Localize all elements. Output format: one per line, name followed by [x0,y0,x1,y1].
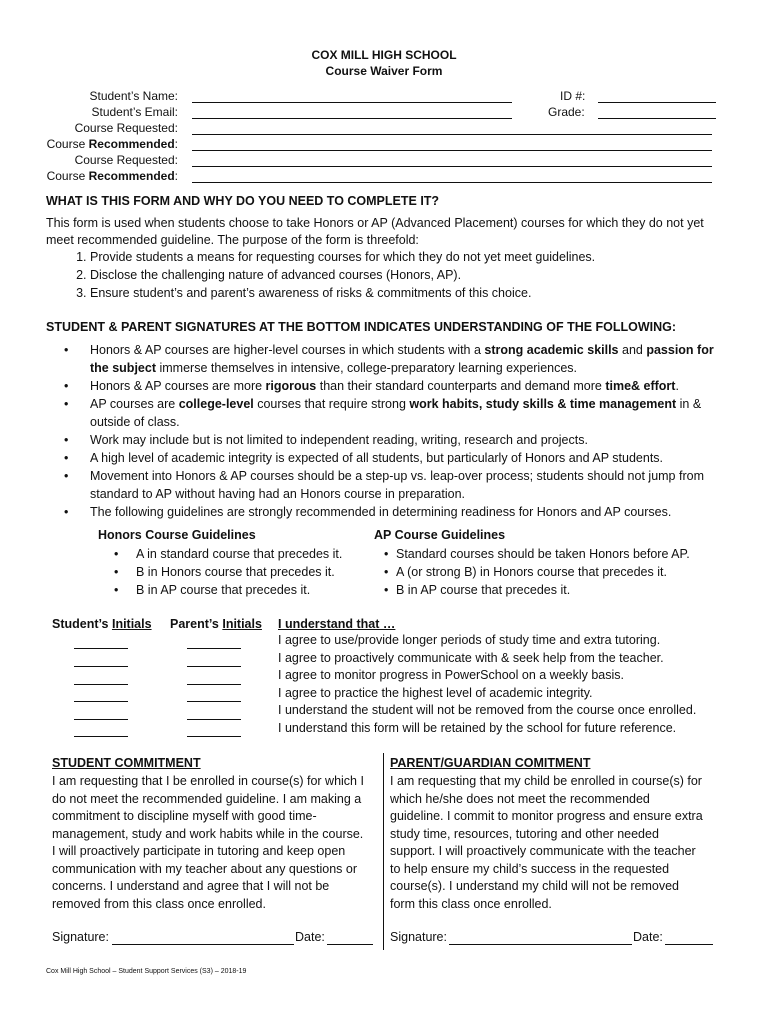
course-recommended-field-2[interactable] [192,182,712,183]
student-initial-field[interactable] [74,719,128,720]
course-recommended-field-1[interactable] [192,150,712,151]
ap-guideline-item: • A (or strong B) in Honors course that precedes it. [384,565,667,579]
student-email-field[interactable] [192,118,512,119]
ap-guidelines-title: AP Course Guidelines [374,528,506,542]
honors-guidelines-title: Honors Course Guidelines [98,528,256,542]
student-initials-header: Student’s Initials [52,617,152,631]
grade-label: Grade: [548,105,585,119]
list-item: 2. Disclose the challenging nature of advanced courses (Honors, AP). [90,266,736,284]
student-initial-field[interactable] [74,684,128,685]
section1-list [46,248,736,302]
understand-header: I understand that … [278,617,396,631]
student-initial-field[interactable] [74,666,128,667]
parent-initial-field[interactable] [187,736,241,737]
course-requested-field-1[interactable] [192,134,712,135]
student-initial-field[interactable] [74,701,128,702]
section2-bullets [46,341,726,521]
student-initial-field[interactable] [74,648,128,649]
commitment-divider [383,753,384,950]
student-name-field[interactable] [192,102,512,103]
student-date-field[interactable] [327,944,373,945]
parent-commitment-title: PARENT/GUARDIAN COMITMENT [390,756,591,770]
understand-statement: I understand this form will be retained by the school for future reference. [278,721,677,735]
parent-initial-field[interactable] [187,648,241,649]
list-item: • Movement into Honors & AP courses should be a step-up vs. leap-over process; students should not jump from standard to AP without having had an Honors course in preparation. [64,469,704,501]
understand-statement: I agree to proactively communicate with & seek help from the teacher. [278,651,664,665]
list-item: 1. Provide students a means for requesting courses for which they do not yet meet guidelines. [90,248,736,266]
understand-statement: I agree to practice the highest level of academic integrity. [278,686,593,700]
footer-text: Cox Mill High School – Student Support Services (S3) – 2018-19 [46,968,247,975]
student-commitment-text: I am requesting that I be enrolled in course(s) for which I do not meet the recommended guideline. I am making a commitment to discipline myself with good time- management, study and work habits while in the course. I will proactively participate in tutoring and keep open communication with my teacher about any questions or concerns. I understand and agree that I will not be removed from this class once enrolled. [52,774,364,911]
parent-initials-header: Parent’s Initials [170,617,262,631]
student-commitment-title: STUDENT COMMITMENT [52,756,201,770]
parent-date-label: Date: [633,930,663,944]
course-recommended-label-1: Course Recommended: [46,137,178,151]
student-date-label: Date: [295,930,325,944]
student-email-label: Student’s Email: [91,105,178,119]
parent-signature-field[interactable] [449,944,632,945]
course-recommended-label-2: Course Recommended: [46,169,178,183]
course-requested-label-2: Course Requested: [74,153,178,167]
course-requested-label-1: Course Requested: [74,121,178,135]
parent-initial-field[interactable] [187,719,241,720]
section1-intro: This form is used when students choose to take Honors or AP (Advanced Placement) courses for which they do not yet meet recommended guideline. The purpose of the form is threefold: [46,216,704,247]
understand-statement: I agree to monitor progress in PowerSchool on a weekly basis. [278,668,625,682]
student-signature-label: Signature: [52,930,109,944]
parent-signature-label: Signature: [390,930,447,944]
honors-guideline-item: • B in Honors course that precedes it. [114,565,335,579]
understand-statement: I understand the student will not be removed from the course once enrolled. [278,703,697,717]
parent-initial-field[interactable] [187,701,241,702]
honors-guideline-item: • A in standard course that precedes it. [114,547,343,561]
student-signature-field[interactable] [112,944,294,945]
parent-initial-field[interactable] [187,684,241,685]
ap-guideline-item: • B in AP course that precedes it. [384,583,571,597]
list-item: • Honors & AP courses are more rigorous than their standard counterparts and demand more time& effort. [64,379,679,393]
parent-initial-field[interactable] [187,666,241,667]
id-field[interactable] [598,102,716,103]
list-item: • Work may include but is not limited to independent reading, writing, research and projects. [64,433,588,447]
course-requested-field-2[interactable] [192,166,712,167]
section2-title: STUDENT & PARENT SIGNATURES AT THE BOTTOM INDICATES UNDERSTANDING OF THE FOLLOWING: [46,320,677,334]
school-name: COX MILL HIGH SCHOOL [311,48,457,62]
student-name-label: Student’s Name: [89,89,178,103]
understand-statement: I agree to use/provide longer periods of study time and extra tutoring. [278,633,661,647]
id-label: ID #: [560,89,586,103]
section1-title: WHAT IS THIS FORM AND WHY DO YOU NEED TO COMPLETE IT? [46,194,440,208]
list-item: 3. Ensure student’s and parent’s awareness of risks & commitments of this choice. [90,284,736,302]
list-item: • A high level of academic integrity is expected of all students, but particularly of Honors and AP students. [64,451,664,465]
parent-date-field[interactable] [665,944,713,945]
list-item: • The following guidelines are strongly recommended in determining readiness for Honors and AP courses. [64,505,672,519]
grade-field[interactable] [598,118,716,119]
list-item: • AP courses are college-level courses that require strong work habits, study skills & time management in & outside of class. [64,397,702,429]
list-item: • Honors & AP courses are higher-level courses in which students with a strong academic skills and passion for the subject immerse themselves in intensive, college-preparatory learning experiences. [64,343,714,375]
honors-guideline-item: • B in AP course that precedes it. [114,583,311,597]
form-title: Course Waiver Form [325,64,443,78]
ap-guideline-item: • Standard courses should be taken Honors before AP. [384,547,690,561]
parent-commitment-text: I am requesting that my child be enrolled in course(s) for which he/she does not meet the recommended guideline. I commit to monitor progress and ensure extra study time, resources, tutoring and other needed support. I will proactively communicate with the teacher to help ensure my child’s success in the requested course(s). I understand my child will not be removed form this class once enrolled. [390,774,703,911]
student-initial-field[interactable] [74,736,128,737]
